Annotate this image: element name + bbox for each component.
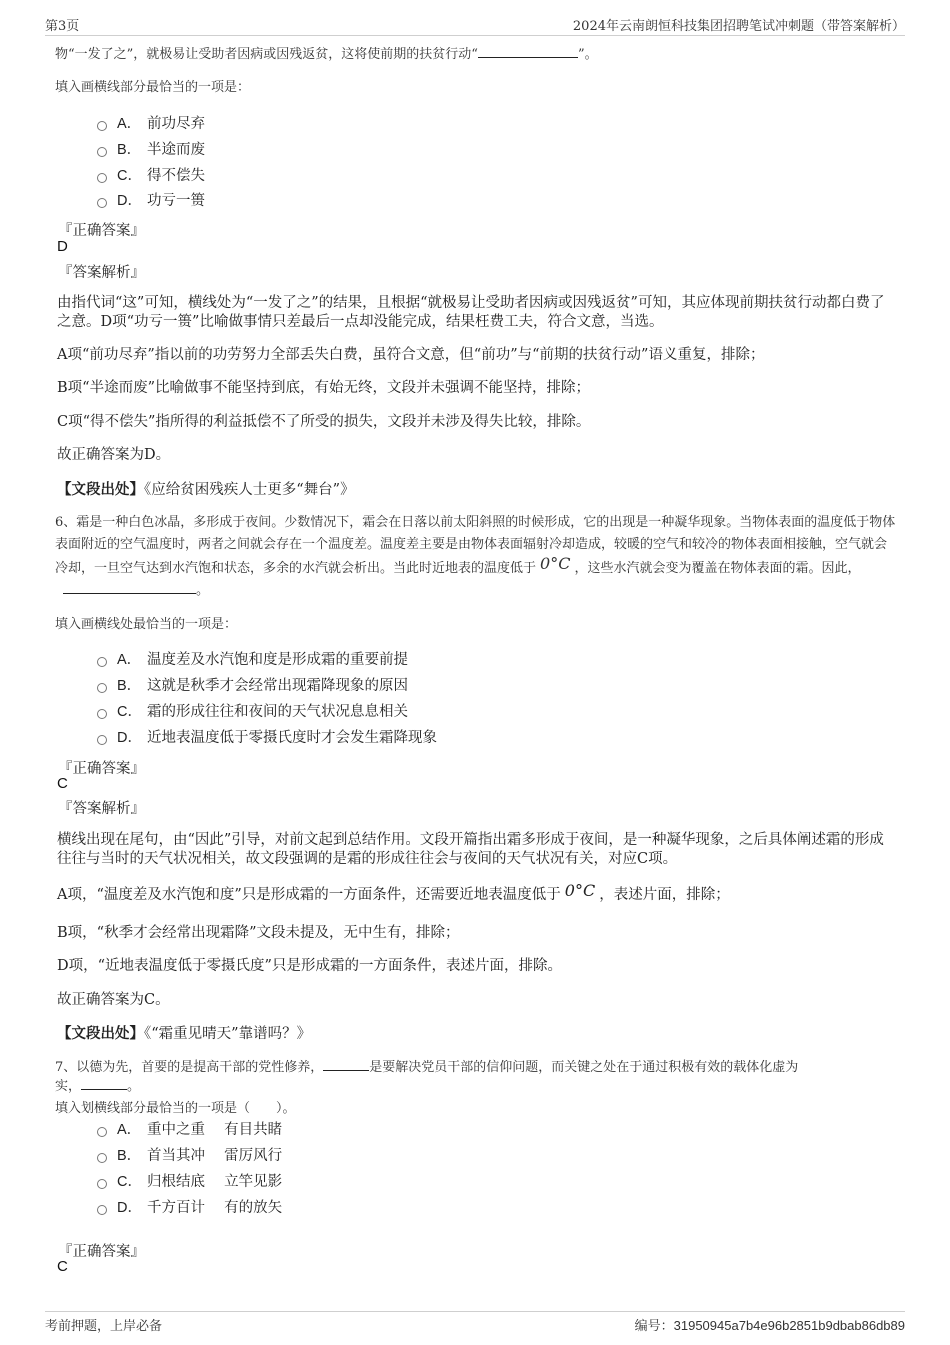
option-letter: D． xyxy=(117,193,142,209)
option-text: 功亏一篑 xyxy=(147,193,205,209)
analysis-text-2: ，表述片面，排除； xyxy=(599,887,730,903)
q5-stem-continuation xyxy=(55,43,915,66)
option-text: 近地表温度低于零摄氏度时才会发生霜降现象 xyxy=(147,730,437,746)
q5-option-a[interactable] xyxy=(97,114,205,134)
source-label: 【文段出处】 xyxy=(57,481,144,498)
document-title: 2024年云南朗恒科技集团招聘笔试冲刺题（带答案解析） xyxy=(572,19,905,34)
source-label: 【文段出处】 xyxy=(57,1025,144,1042)
q5-analysis-label: 『答案解析』 xyxy=(58,265,145,281)
q5-analysis-para-2: A项“前功尽弃”指以前的功劳努力全部丢失白费，虽符合文意，但“前功”与“前期的扶贫行动”语义重复，排除； xyxy=(57,347,765,363)
q7-answer: C xyxy=(57,1258,68,1275)
option-letter: B． xyxy=(117,142,142,158)
radio-icon[interactable] xyxy=(97,735,107,745)
radio-icon[interactable] xyxy=(97,683,107,693)
option-letter: C． xyxy=(117,168,142,184)
q5-analysis-para-4: C项“得不偿失”指所得的利益抵偿不了所受的损失，文段并未涉及得失比较，排除。 xyxy=(57,414,591,430)
page-footer xyxy=(45,1311,905,1334)
radio-icon[interactable] xyxy=(97,147,107,157)
option-text: 得不偿失 xyxy=(147,168,205,184)
radio-icon[interactable] xyxy=(97,657,107,667)
q6-analysis-para-2 xyxy=(57,881,892,905)
option-letter: D． xyxy=(117,730,142,746)
source-title: 《应给贫困残疾人士更多“舞台”》 xyxy=(144,482,355,498)
q5-analysis-para-3: B项“半途而废”比喻做事不能坚持到底，有始无终，文段并未强调不能坚持，排除； xyxy=(57,380,590,396)
radio-icon[interactable] xyxy=(97,198,107,208)
q7-option-a[interactable] xyxy=(97,1120,282,1140)
q7-option-c[interactable] xyxy=(97,1172,282,1192)
q7-stem xyxy=(55,1058,835,1096)
q6-source xyxy=(57,1024,311,1044)
q6-analysis-para-4: D项，“近地表温度低于零摄氏度”只是形成霜的一方面条件，表述片面，排除。 xyxy=(57,958,562,974)
q6-prompt: 填入画横线处最恰当的一项是： xyxy=(55,617,238,632)
q5-option-d[interactable] xyxy=(97,191,205,211)
q5-answer-label: 『正确答案』 xyxy=(58,223,145,239)
option-letter: C． xyxy=(117,704,142,720)
radio-icon[interactable] xyxy=(97,121,107,131)
code-value: 31950945a7b4e96b2851b9dbab86db89 xyxy=(673,1318,905,1333)
source-title: 《“霜重见晴天”靠谱吗？》 xyxy=(144,1026,312,1042)
option-letter: D． xyxy=(117,1200,142,1216)
q6-stem-text: 6、霜是一种白色冰晶，多形成于夜间。少数情况下，霜会在日落以前太阳斜照的时候形成，它的出现是一种凝华现象。当物体表面的温度低于物体表面附近的空气温度时，两者之间就会存在一个温度差。温度差主要是由物体表面辐射冷却造成，较暖的空气和较冷的物体表面相接触，空气就会冷却，一旦空气达到水汽饱和状态，多余的水汽就会析出。当此时近地表的温度低于 xyxy=(55,515,896,576)
q7-option-b[interactable] xyxy=(97,1146,282,1166)
q6-analysis-para-3: B项，“秋季才会经常出现霜降”文段未提及，无中生有，排除； xyxy=(57,925,460,941)
option-letter: A． xyxy=(117,116,142,132)
page-number: 第3页 xyxy=(45,19,80,34)
q7-stem-text-3: 实， xyxy=(55,1079,82,1094)
option-text: 前功尽弃 xyxy=(147,116,205,132)
radio-icon[interactable] xyxy=(97,173,107,183)
q6-analysis-label: 『答案解析』 xyxy=(58,801,145,817)
option-text: 霜的形成往往和夜间的天气状况息息相关 xyxy=(147,704,408,720)
blank-line xyxy=(81,1077,127,1090)
footer-code xyxy=(635,1315,905,1334)
q6-analysis-para-1: 横线出现在尾句，由“因此”引导，对前文起到总结作用。文段开篇指出霜多形成于夜间，是一种凝华现象，之后具体阐述霜的形成往往与当时的天气状况相关，故文段强调的是霜的形成往往会与夜间的天气状况有关，对应C项。 xyxy=(57,832,884,867)
q6-answer: C xyxy=(57,775,68,792)
radio-icon[interactable] xyxy=(97,1205,107,1215)
q5-option-c[interactable] xyxy=(97,166,205,186)
q5-analysis-para-1: 由指代词“这”可知，横线处为“一发了之”的结果，且根据“就极易让受助者因病或因残返贫”可知，其应体现前期扶贫行动都白费了之意。D项“功亏一篑”比喻做事情只差最后一点却没能完成，结果枉费工夫，符合文意，当选。 xyxy=(57,295,885,330)
q7-answer-label: 『正确答案』 xyxy=(58,1244,145,1260)
option-text: 温度差及水汽饱和度是形成霜的重要前提 xyxy=(147,652,408,668)
q5-answer: D xyxy=(57,238,68,255)
option-letter: B． xyxy=(117,1148,142,1164)
blank-line xyxy=(63,581,196,594)
q5-prompt: 填入画横线部分最恰当的一项是： xyxy=(55,80,251,95)
q6-stem-end: 。 xyxy=(196,583,210,598)
page-header xyxy=(45,15,905,36)
q6-option-c[interactable] xyxy=(97,702,408,722)
q5-stem-end: ”。 xyxy=(577,47,598,62)
q6-option-b[interactable] xyxy=(97,676,408,696)
option-letter: B． xyxy=(117,678,142,694)
q5-option-b[interactable] xyxy=(97,140,205,160)
q5-stem-text: 物“一发了之”，就极易让受助者因病或因残返贫，这将使前期的扶贫行动“ xyxy=(55,47,478,62)
footer-slogan: 考前押题，上岸必备 xyxy=(45,1319,163,1334)
option-text: 首当其冲 雷厉风行 xyxy=(147,1148,283,1164)
q6-option-a[interactable] xyxy=(97,650,408,670)
radio-icon[interactable] xyxy=(97,1127,107,1137)
q5-conclusion: 故正确答案为D。 xyxy=(57,447,171,463)
analysis-text: A项，“温度差及水汽饱和度”只是形成霜的一方面条件，还需要近地表温度低于 xyxy=(57,887,561,903)
q6-stem xyxy=(55,512,897,602)
q7-option-d[interactable] xyxy=(97,1198,282,1218)
option-text: 归根结底 立竿见影 xyxy=(147,1174,283,1190)
q6-conclusion: 故正确答案为C。 xyxy=(57,992,170,1008)
q6-option-d[interactable] xyxy=(97,728,437,748)
option-text: 千方百计 有的放矢 xyxy=(147,1200,283,1216)
radio-icon[interactable] xyxy=(97,1153,107,1163)
radio-icon[interactable] xyxy=(97,1179,107,1189)
blank-line xyxy=(478,45,578,58)
radio-icon[interactable] xyxy=(97,709,107,719)
q7-stem-end: 。 xyxy=(127,1079,141,1094)
q6-answer-label: 『正确答案』 xyxy=(58,761,145,777)
q5-source xyxy=(57,480,355,500)
option-text: 这就是秋季才会经常出现霜降现象的原因 xyxy=(147,678,408,694)
q7-stem-text: 7、以德为先，首要的是提高干部的党性修养， xyxy=(55,1060,324,1075)
q6-stem-text-2: ，这些水汽就会变为覆盖在物体表面的霜。因此， xyxy=(574,561,861,576)
blank-line xyxy=(323,1058,369,1071)
option-letter: C． xyxy=(117,1174,142,1190)
degree-celsius: 0°C xyxy=(540,554,571,573)
option-letter: A． xyxy=(117,652,142,668)
code-label: 编号： xyxy=(634,1319,674,1334)
option-letter: A． xyxy=(117,1122,142,1138)
option-text: 重中之重 有目共睹 xyxy=(147,1122,283,1138)
degree-celsius: 0°C xyxy=(564,881,596,900)
option-text: 半途而废 xyxy=(147,142,205,158)
q7-prompt: 填入划横线部分最恰当的一项是（ ）。 xyxy=(55,1101,296,1116)
q7-stem-text-2: 是要解决党员干部的信仰问题，而关键之处在于通过积极有效的载体化虚为 xyxy=(369,1060,799,1075)
